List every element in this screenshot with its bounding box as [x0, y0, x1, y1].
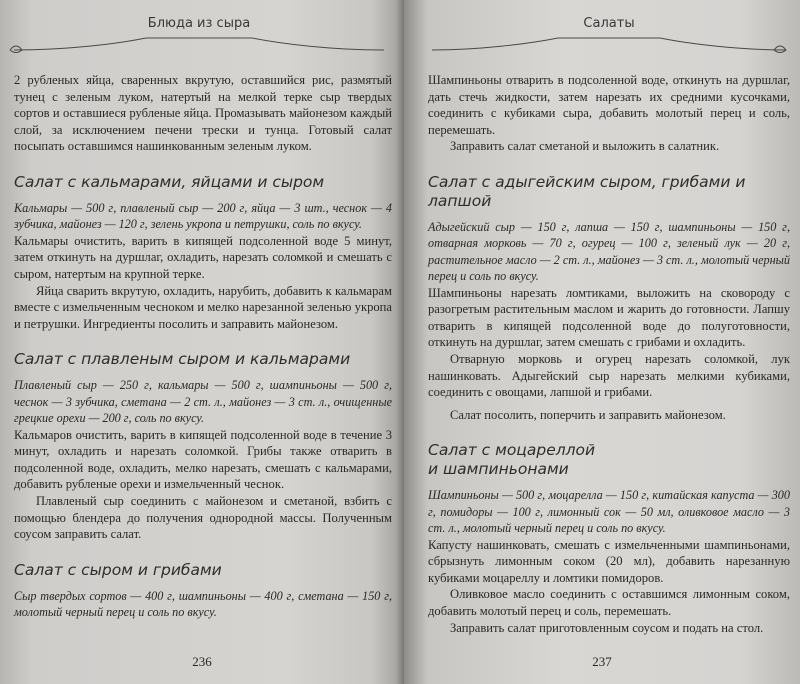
- recipe-step: Яйца сварить вкрутую, охладить, нарубить, добавить к кальмарам вместе с измельченным чесноком и мелко нарезанной зеленью укропа и петрушки. Ингредиенты посолить и заправить майонезом.: [14, 283, 392, 331]
- right-content: [428, 56, 790, 636]
- recipe-title-cheese-mushrooms: Салат с сыром и грибами: [14, 560, 222, 579]
- continuation-paragraph: Шампиньоны отварить в подсоленной воде, откинуть на дуршлаг, дать стечь жидкости, затем нарезать их средними кусочками, соединить с кубиками сыра, добавить молотый перец и соль, перемешать.: [428, 73, 790, 137]
- left-content: [6, 56, 392, 621]
- left-running-head-title: Блюда из сыра: [147, 16, 251, 31]
- recipe-ingredients: Шампиньоны — 500 г, моцарелла — 150 г, китайская капуста — 300 г, помидоры — 100 г, лимонный сок — 50 мл, оливковое масло — 3 ст. л., молотый черный перец и соль по вкусу.: [428, 488, 790, 536]
- recipe-title-line: Салат с моцареллой: [428, 441, 596, 460]
- recipe-step: Шампиньоны нарезать ломтиками, выложить на сковороду с разогретым растительным маслом и жарить до готовности. Лапшу отварить в кипящей подсоленной воде до полуготовности, откинуть на дуршлаг, затем смешать с грибами и охладить.: [428, 285, 790, 350]
- recipe-step: Оливковое масло соединить с оставшимся лимонным соком, добавить молотый перец и соль, перемешать.: [428, 587, 790, 618]
- left-running-head: [6, 0, 392, 56]
- right-page: [404, 0, 800, 684]
- recipe-ingredients: Кальмары — 500 г, плавленый сыр — 200 г, яйца — 3 шт., чеснок — 4 зубчика, майонез — 120 г, зелень укропа и петрушки, соль по вкусу.: [14, 200, 392, 232]
- recipe-ingredients: Плавленый сыр — 250 г, кальмары — 500 г, шампиньоны — 500 г, чеснок — 3 зубчика, сметана — 2 ст. л., майонез — 3 ст. л., очищенные грецкие орехи — 200 г, соль по вкусу.: [14, 378, 392, 426]
- intro-paragraph: 2 рубленых яйца, сваренных вкрутую, оставшийся рис, размятый тунец с зеленым луком, натертый на мелкой терке сыр твердых сортов и оставшиеся рубленые яйца. Промазывать майонезом каждый слой, за исключением печени трески и тунца. Готовый салат посыпать оставшимся нашинкованным зеленым луком.: [14, 73, 392, 154]
- left-page-number: 236: [192, 654, 212, 669]
- recipe-title-adyghe-cheese: Салат с адыгейским сыром, грибами и лапшой: [428, 172, 746, 210]
- right-page-number: 237: [592, 654, 612, 669]
- recipe-step: Салат посолить, поперчить и заправить майонезом.: [450, 407, 726, 422]
- ornament-divider-icon: [428, 26, 790, 56]
- right-running-head: [428, 0, 790, 56]
- recipe-ingredients: Сыр твердых сортов — 400 г, шампиньоны — 400 г, сметана — 150 г, молотый черный перец и соль по вкусу.: [14, 588, 392, 620]
- recipe-title-processed-cheese-squid: Салат с плавленым сыром и кальмарами: [14, 350, 351, 369]
- recipe-title-mozzarella: [428, 441, 790, 479]
- recipe-title-line: и шампиньонами: [428, 460, 569, 479]
- recipe-step: Кальмары очистить, варить в кипящей подсоленной воде 5 минут, затем откинуть на дуршлаг, охладить, нарезать соломкой и смешать с сыром, натертым на крупной терке.: [14, 233, 392, 281]
- right-running-head-title: Салаты: [583, 16, 635, 31]
- recipe-step: Плавленый сыр соединить с майонезом и сметаной, взбить с помощью блендера до получения однородной массы. Полученным соусом заправить салат.: [14, 493, 392, 542]
- recipe-step: Капусту нашинковать, смешать с измельченными шампиньонами, сбрызнуть лимонным соком (20 мл), добавить нарезанную кубиками моцареллу и ломтики помидоров.: [428, 537, 790, 585]
- recipe-step: Отварную морковь и огурец нарезать соломкой, лук нашинковать. Адыгейский сыр нарезать мелкими кубиками, соединить с овощами, лапшой и грибами.: [428, 351, 790, 400]
- ornament-divider-icon: [6, 26, 392, 56]
- recipe-title-squid-eggs-cheese: Салат с кальмарами, яйцами и сыром: [14, 172, 325, 191]
- recipe-step: Заправить салат приготовленным соусом и подать на стол.: [450, 620, 764, 635]
- continuation-paragraph: Заправить салат сметаной и выложить в салатник.: [450, 139, 720, 154]
- recipe-step: Кальмаров очистить, варить в кипящей подсоленной воде в течение 3 минут, охладить и нарезать соломкой. Грибы также отварить в подсоленной воде, охладить, мелко нарезать, смешать с кальмарами, добавить рубленые орехи и измельченный чеснок.: [14, 427, 392, 492]
- recipe-ingredients: Адыгейский сыр — 150 г, лапша — 150 г, шампиньоны — 150 г, отварная морковь — 70 г, огурец — 100 г, зеленый лук — 20 г, растительное масло — 2 ст. л., майонез — 3 ст. л., молотый черный перец и соль по вкусу.: [428, 219, 790, 284]
